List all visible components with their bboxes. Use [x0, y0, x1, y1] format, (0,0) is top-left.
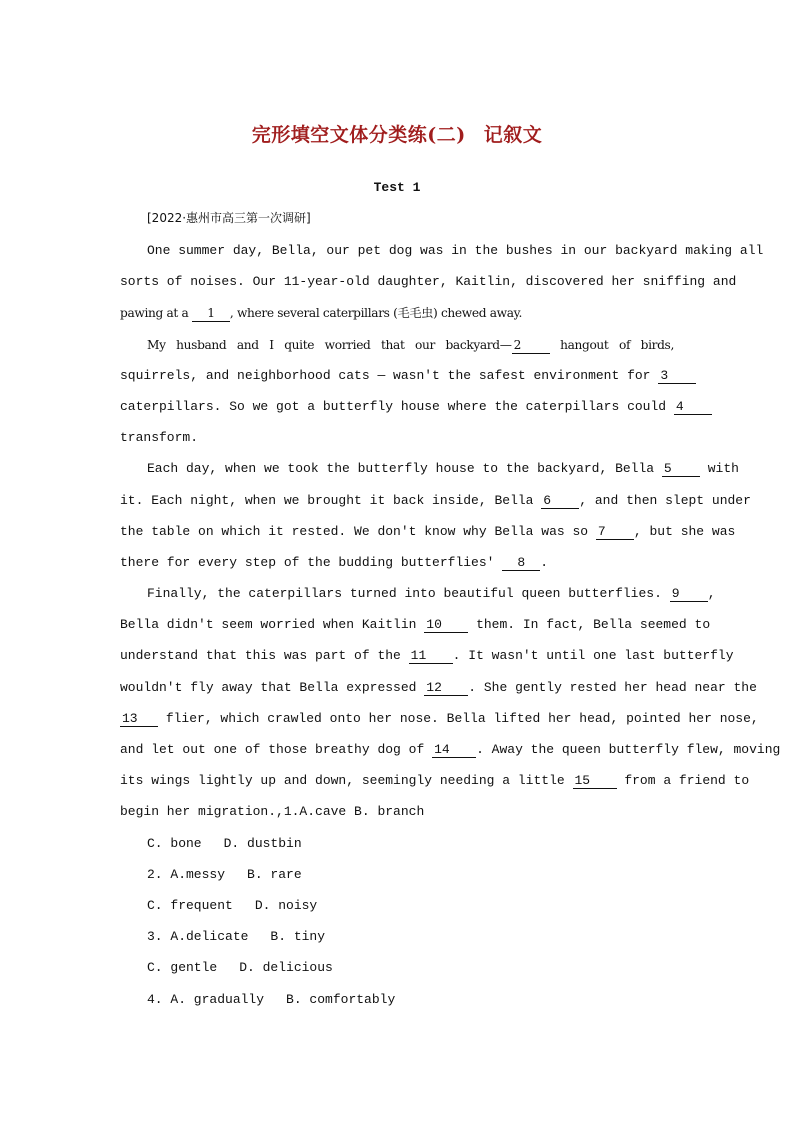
passage-line: pawing at a 1 , where several caterpillars (毛毛虫) chewed away. [120, 306, 523, 321]
blank-9: 9 [670, 586, 708, 602]
option-line: 2. A.messy B. rare [147, 866, 302, 882]
blank-11: 11 [409, 648, 453, 664]
blank-8: 8 [502, 555, 540, 571]
blank-1: 1 [192, 306, 230, 322]
blank-5: 5 [662, 461, 700, 477]
blank-2: 2 [512, 338, 550, 354]
passage-line: caterpillars. So we got a butterfly house where the caterpillars could 4 [120, 394, 674, 425]
option-line: C. frequent D. noisy [147, 897, 318, 913]
blank-15: 15 [573, 773, 617, 789]
blank-6: 6 [541, 493, 579, 509]
passage-line: wouldn't fly away that Bella expressed 12 . She gently rested her head near the [120, 679, 757, 695]
passage-line: transform. [120, 430, 199, 446]
passage-line: understand that this was part of the 11 . It wasn't until one last butterfly [120, 648, 734, 664]
source-note: [2022·惠州市高三第一次调研] [147, 211, 311, 225]
title-main: 完形填空文体分类练(二) [251, 124, 466, 146]
passage-line: and let out one of those breathy dog of 14 . Away the queen butterfly flew, moving [120, 742, 781, 757]
passage-line: One summer day, Bella, our pet dog was in the bushes in our backyard making all [147, 243, 764, 258]
passage-line: Each day, when we took the butterfly house to the backyard, Bella 5 with [147, 461, 739, 477]
blank-7: 7 [596, 524, 634, 540]
passage-line: 13 flier, which crawled onto her nose. Bella lifted her head, pointed her nose, [122, 710, 759, 726]
blank-13: 13 [120, 711, 158, 727]
option-line: 3. A.delicate B. tiny [147, 929, 326, 945]
option-line: C. bone D. dustbin [147, 835, 302, 851]
blank-3: 3 [658, 368, 696, 384]
passage-line: the table on which it rested. We don't know why Bella was so 7 , but she was [120, 523, 736, 539]
passage-line: there for every step of the budding butterflies' 8 . [120, 554, 549, 570]
option-line: C. gentle D. delicious [147, 960, 333, 976]
option-line: 4. A. gradually B. comfortably [147, 991, 396, 1007]
passage-line: squirrels, and neighborhood cats — wasn't the safest environment for 3 [120, 363, 674, 394]
blank-4: 4 [674, 399, 712, 415]
passage-line: its wings lightly up and down, seemingly needing a little 15 from a friend to [120, 773, 750, 789]
passage [120, 238, 781, 1018]
page-title [0, 120, 794, 147]
passage-line: Finally, the caterpillars turned into beautiful queen butterflies. 9 , [147, 586, 716, 602]
blank-12: 12 [424, 680, 468, 696]
passage-line: My husband and I quite worried that our backyard— 2 hangout of birds, [147, 337, 674, 352]
passage-line: it. Each night, when we brought it back inside, Bella 6 , and then slept under [120, 492, 751, 508]
blank-10: 10 [424, 617, 468, 633]
passage-line: sorts of noises. Our 11-year-old daughter, Kaitlin, discovered her sniffing and [120, 274, 737, 290]
test-label: Test 1 [373, 180, 421, 195]
blank-14: 14 [432, 742, 476, 758]
passage-line: Bella didn't seem worried when Kaitlin 10 them. In fact, Bella seemed to [120, 617, 711, 633]
passage-line: begin her migration.,1.A.cave B. branch [120, 804, 425, 820]
title-genre: 记叙文 [483, 124, 543, 146]
